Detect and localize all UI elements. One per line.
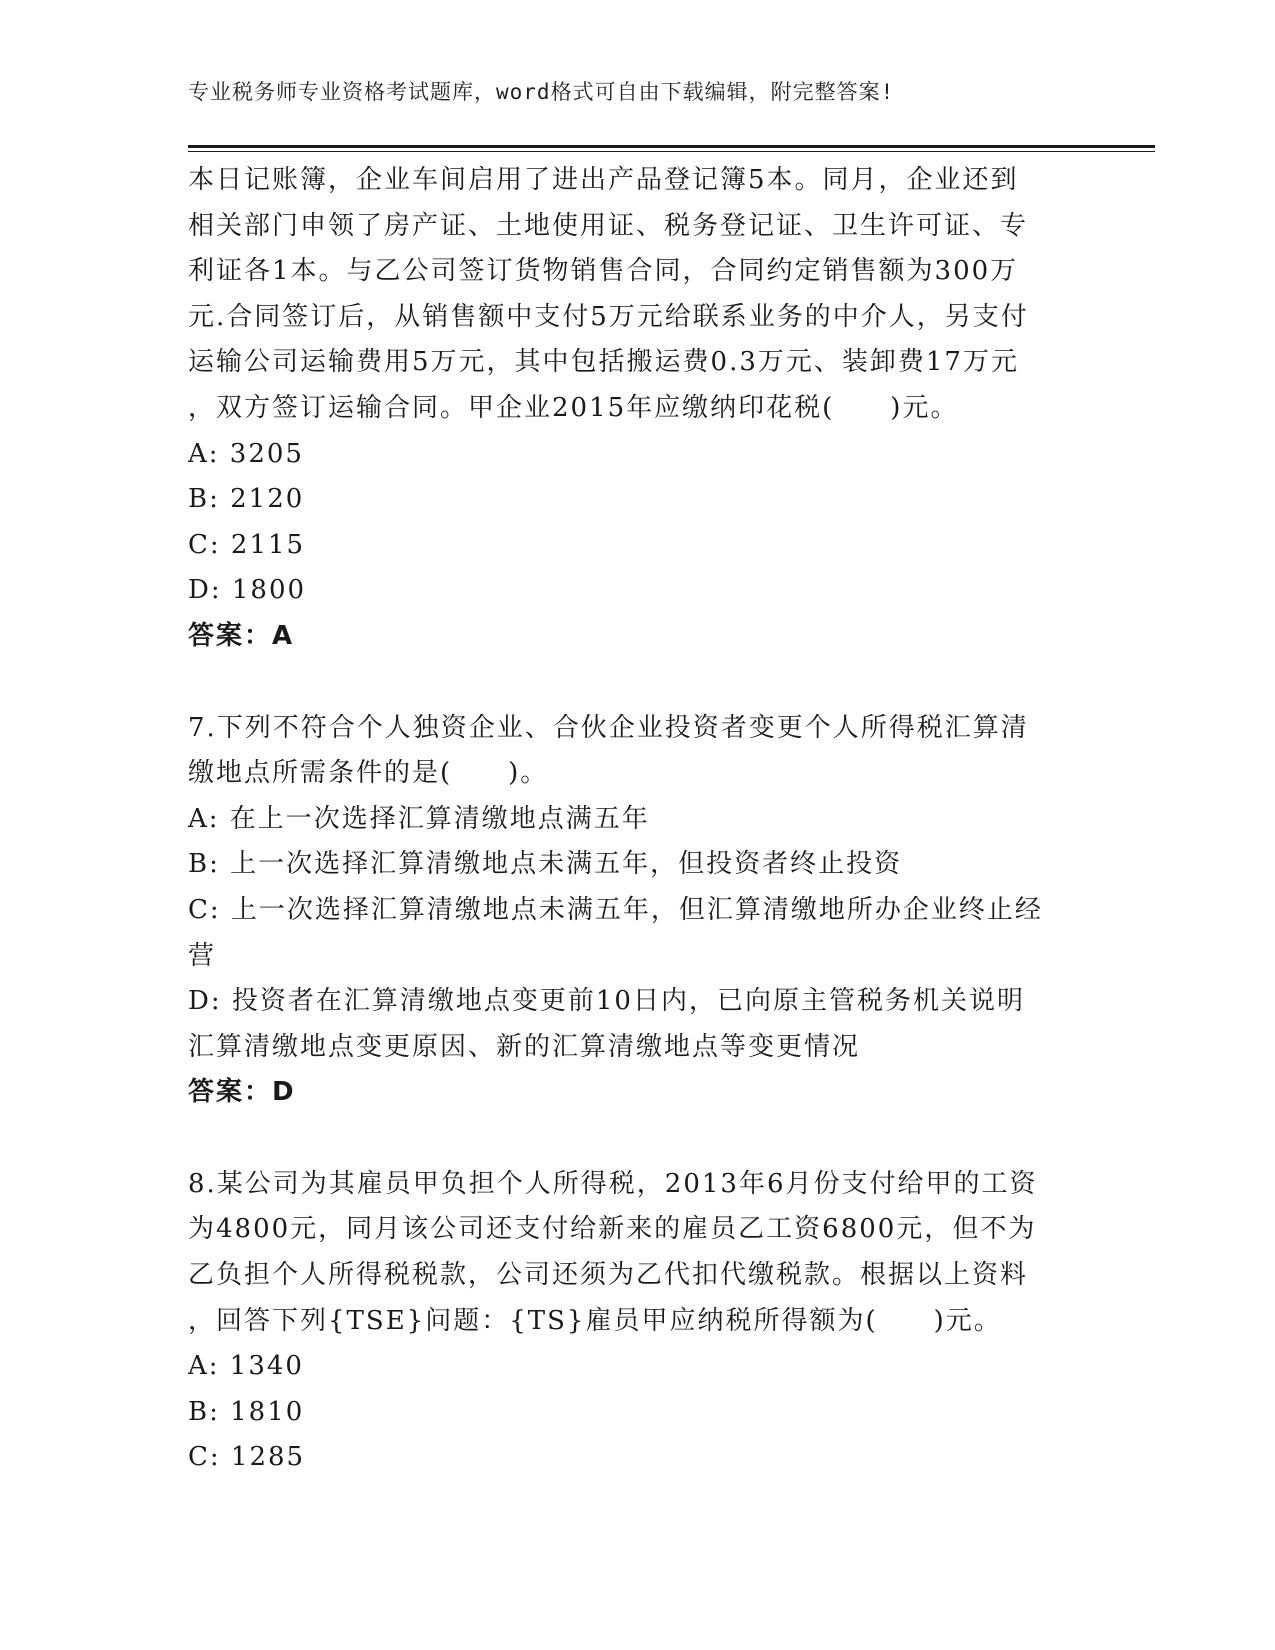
question-stem-line: 本日记账簿，企业车间启用了进出产品登记簿5本。同月，企业还到 xyxy=(188,165,1019,195)
option-c-continued: 营 xyxy=(188,940,217,971)
question-stem-line: 利证各1本。与乙公司签订货物销售合同，合同约定销售额为300万 xyxy=(188,256,1019,287)
spacer xyxy=(188,660,1068,706)
question-stem-line: ，双方签订运输合同。甲企业2015年应缴纳印花税( )元。 xyxy=(188,392,959,423)
option-d-continued: 汇算清缴地点变更原因、新的汇算清缴地点等变更情况 xyxy=(188,1031,861,1062)
option-c: C: 2115 xyxy=(188,529,306,560)
question-stem-line: 缴地点所需条件的是( )。 xyxy=(188,758,549,789)
option-a: A: 在上一次选择汇算清缴地点满五年 xyxy=(188,803,650,834)
header-rule-thick xyxy=(188,145,1155,148)
question-7 xyxy=(188,706,1068,1116)
question-8 xyxy=(188,1162,1068,1481)
question-stem-line: 8.某公司为其雇员甲负担个人所得税，2013年6月份支付给甲的工资 xyxy=(188,1168,1038,1199)
option-c: C: 上一次选择汇算清缴地点未满五年，但汇算清缴地所办企业终止经 xyxy=(188,894,1043,925)
document-body xyxy=(188,158,1068,1481)
option-a: A: 3205 xyxy=(188,438,304,469)
option-b: B: 1810 xyxy=(188,1396,305,1427)
page-header: 专业税务师专业资格考试题库，word格式可自由下载编辑，附完整答案! xyxy=(188,80,895,104)
header-rule-thin xyxy=(188,151,1155,152)
option-a: A: 1340 xyxy=(188,1351,304,1382)
question-stem-line: 元.合同签订后，从销售额中支付5万元给联系业务的中介人，另支付 xyxy=(188,301,1029,332)
question-stem-line: 7.下列不符合个人独资企业、合伙企业投资者变更个人所得税汇算清 xyxy=(188,712,1029,743)
question-stem-line: ，回答下列{TSE}问题：{TS}雇员甲应纳税所得额为( )元。 xyxy=(188,1305,1002,1336)
option-d: D: 1800 xyxy=(188,575,307,606)
answer-label: 答案：A xyxy=(188,620,295,651)
option-b: B: 2120 xyxy=(188,484,305,515)
spacer xyxy=(188,1116,1068,1162)
option-c: C: 1285 xyxy=(188,1442,306,1473)
question-stem-line: 相关部门申领了房产证、土地使用证、税务登记证、卫生许可证、专 xyxy=(188,210,1029,241)
question-stem-line: 运输公司运输费用5万元，其中包括搬运费0.3万元、装卸费17万元 xyxy=(188,347,1019,378)
option-d: D: 投资者在汇算清缴地点变更前10日内，已向原主管税务机关说明 xyxy=(188,986,1025,1017)
question-6 xyxy=(188,158,1068,660)
option-b: B: 上一次选择汇算清缴地点未满五年，但投资者终止投资 xyxy=(188,849,903,880)
answer-label: 答案：D xyxy=(188,1077,296,1108)
question-stem-line: 乙负担个人所得税税款，公司还须为乙代扣代缴税款。根据以上资料 xyxy=(188,1260,1029,1291)
question-stem-line: 为4800元，同月该公司还支付给新来的雇员乙工资6800元，但不为 xyxy=(188,1214,1037,1245)
